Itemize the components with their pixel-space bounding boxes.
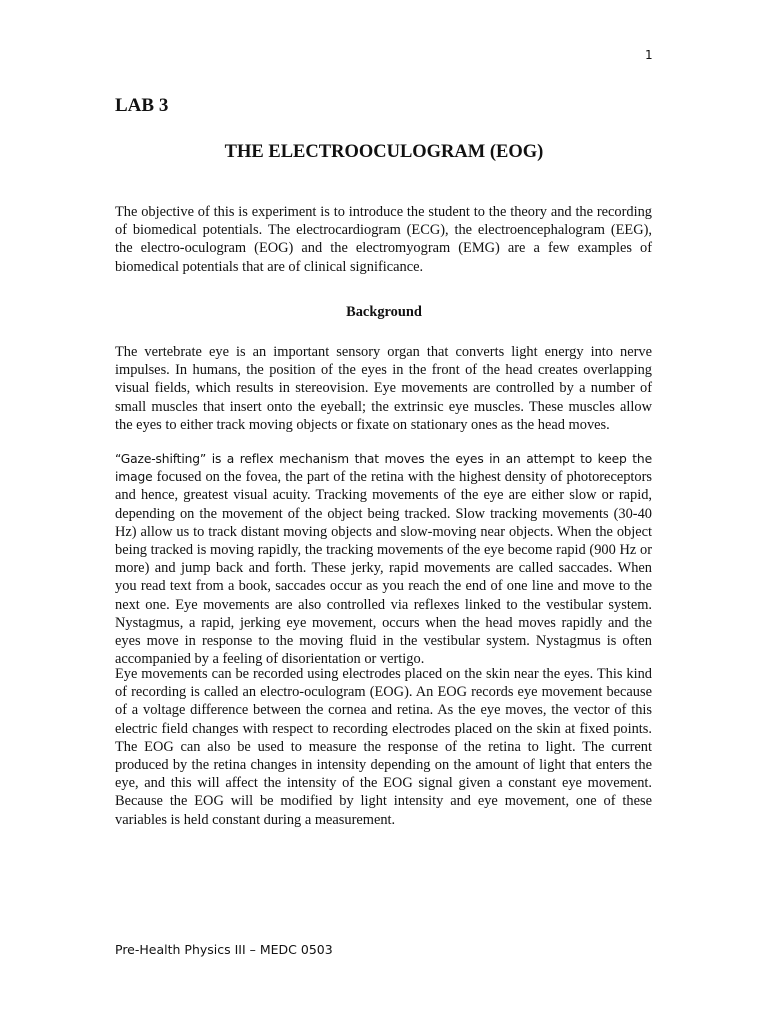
background-paragraph-2 [115, 450, 652, 668]
background-paragraph-2-body: focused on the fovea, the part of the retina with the highest density of photoreceptors and hence, greatest visual acuity. Tracking movements of the eye are either slow or rapid, depending on the movement of the object being tracked. Slow tracking movements (30-40 Hz) allow us to track distant moving objects and slow-moving near objects. When the object being tracked is moving rapidly, the tracking movements of the eye become rapid (900 Hz or more) and jump back and forth. These jerky, rapid movements are called saccades. When you read text from a book, saccades occur as you reach the end of one line and move to the next one. Eye movements are also controlled via reflexes linked to the vestibular system. Nystagmus, a rapid, jerking eye movement, occurs when the head moves rapidly and the eyes move in response to the moving fluid in the vestibular system. Nystagmus is often accompanied by a feeling of disorientation or vertigo. [115, 469, 652, 668]
intro-paragraph: The objective of this is experiment is to introduce the student to the theory and the recording of biomedical potentials. The electrocardiogram (ECG), the electroencephalogram (EEG), the electro-oculogram (EOG) and the electromyogram (EMG) are a few examples of biomedical potentials that are of clinical significance. [115, 204, 652, 275]
document-title: THE ELECTROOCULOGRAM (EOG) [224, 142, 544, 162]
lab-label: LAB 3 [115, 95, 169, 116]
eog-paragraph: Eye movements can be recorded using electrodes placed on the skin near the eyes. This kind of recording is called an electro-oculogram (EOG). An EOG records eye movement because of a voltage difference between the cornea and retina. As the eye moves, the vector of this electric field changes with respect to recording electrodes placed on the skin at fixed points. The EOG can also be used to measure the response of the retina to light. The current produced by the retina changes in intensity depending on the amount of light that enters the eye, and this will affect the intensity of the EOG signal given a constant eye movement. Because the EOG will be modified by light intensity and eye movement, one of these variables is held constant during a measurement. [115, 666, 652, 828]
background-paragraph-1: The vertebrate eye is an important sensory organ that converts light energy into nerve impulses. In humans, the position of the eyes in the front of the head creates overlapping visual fields, which results in stereovision. Eye movements are controlled by a number of small muscles that insert onto the eyeball; the extrinsic eye muscles. These muscles allow the eyes to either track moving objects or fixate on stationary ones as the head moves. [115, 344, 652, 433]
page-footer: Pre-Health Physics III – MEDC 0503 [115, 942, 333, 957]
section-heading-background: Background [346, 304, 422, 320]
page-number: 1 [645, 48, 653, 62]
gaze-shifting-sentence: “Gaze-shifting” is a reflex mechanism that moves the eyes in an attempt to keep the image [115, 452, 652, 485]
